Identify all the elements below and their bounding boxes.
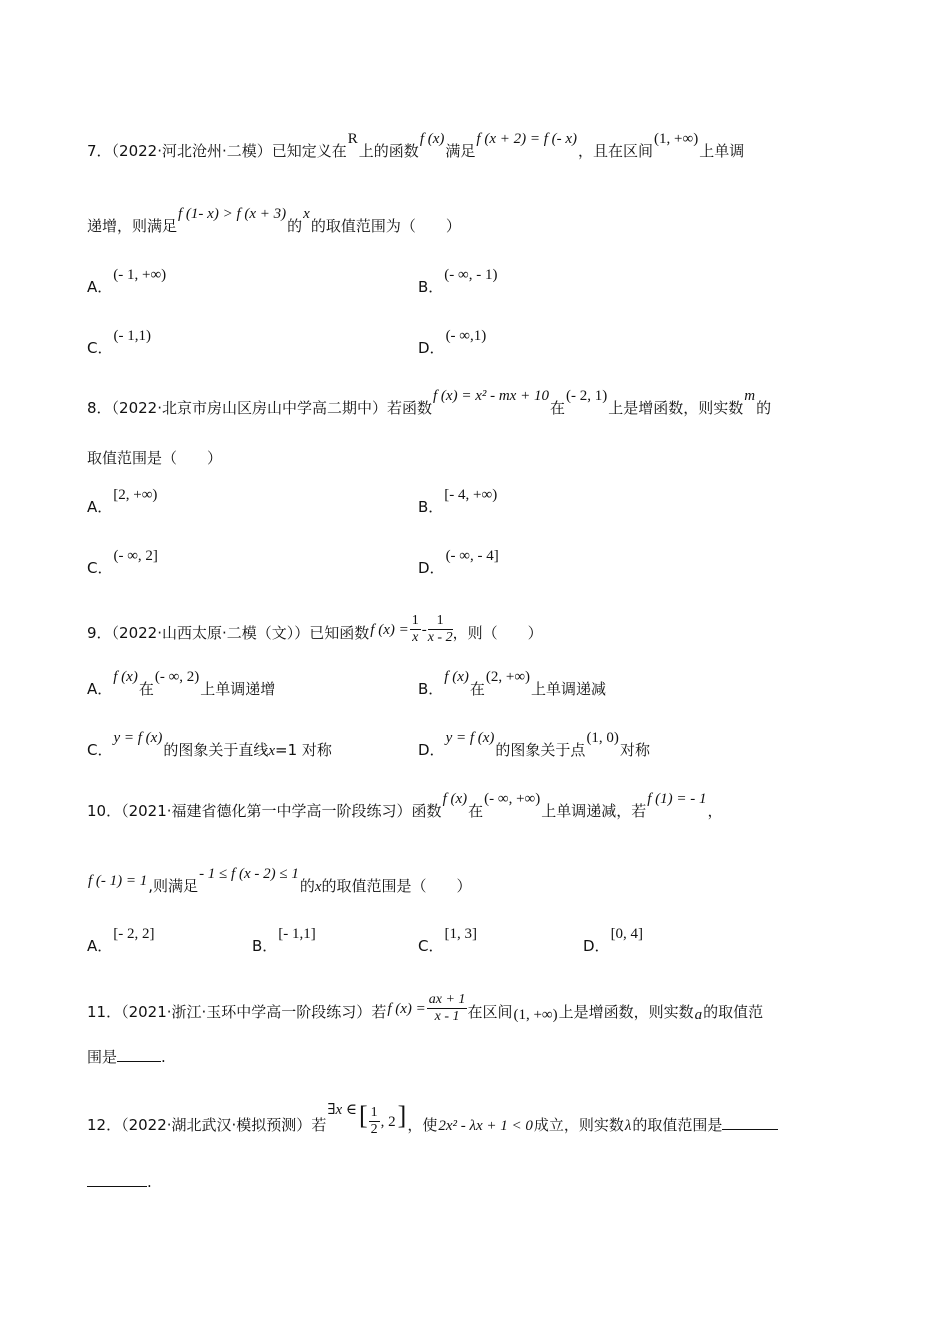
q8-line1 [87, 388, 772, 418]
fraction-numerator: 1 [370, 1105, 378, 1120]
q7-math-R: R [347, 131, 358, 147]
q8-text: 取值范围是（ [87, 449, 178, 467]
q9-fraction-2 [428, 613, 453, 646]
q10-math-fx: f (x) [442, 791, 468, 807]
fraction-denominator: x - 2 [427, 630, 453, 645]
q10-text: ,则满足 [148, 877, 199, 895]
q8-math-interval: (- 2, 1) [565, 388, 608, 404]
q10-number: 10． [87, 802, 122, 820]
q9-option-c[interactable] [87, 730, 332, 760]
q12-bracket-right: ] [397, 1101, 407, 1130]
q7-text: ） [445, 217, 461, 235]
q9-option-a[interactable] [87, 669, 276, 699]
option-label: A． [87, 278, 113, 296]
fraction-denominator: 2 [370, 1122, 378, 1137]
q12-math-inequality: 2x² - λx + 1 < 0 [438, 1118, 533, 1134]
q12-line2 [87, 1172, 152, 1191]
q11-math-function: f (x) = [387, 1001, 426, 1017]
q11-text: 的取值范 [703, 1003, 764, 1021]
fraction-denominator: x [412, 630, 419, 645]
q11-text: 在区间 [467, 1003, 513, 1021]
q10-line2 [87, 866, 472, 896]
option-math: y = f (x) [445, 730, 495, 746]
q7-option-d[interactable] [418, 328, 487, 358]
option-label: C． [87, 741, 113, 759]
option-math: [1, 3] [444, 926, 477, 942]
q7-text: 递增，则满足 [87, 217, 178, 235]
q8-option-c[interactable] [87, 548, 159, 578]
q10-option-b[interactable] [252, 926, 317, 956]
q12-answer-blank-part2[interactable] [87, 1172, 147, 1187]
q9-option-b[interactable] [418, 669, 607, 699]
q10-source: （2021·福建省德化第一中学高一阶段练习） [121, 802, 412, 820]
q10-option-c[interactable] [418, 926, 478, 956]
option-math: (2, +∞) [485, 669, 531, 685]
fraction-numerator: ax + 1 [428, 992, 466, 1007]
option-label: A． [87, 937, 113, 955]
option-text: 对称 [619, 741, 650, 759]
q7-math-equation: f (x + 2) = f (- x) [476, 131, 578, 147]
option-label: C． [87, 339, 113, 357]
option-math: [- 2, 2] [113, 926, 155, 942]
q7-option-a[interactable] [87, 267, 167, 297]
q8-math-function: f (x) = x² - mx + 10 [433, 388, 549, 404]
q9-math-function: f (x) = [370, 622, 409, 638]
q12-source: （2022·湖北武汉·模拟预测） [121, 1116, 312, 1134]
q12-fraction [369, 1105, 380, 1138]
q7-option-b[interactable] [418, 267, 498, 297]
option-label: B． [252, 937, 278, 955]
q11-answer-blank[interactable] [117, 1047, 161, 1062]
option-math: (- ∞,1) [445, 328, 487, 344]
option-label: D． [583, 937, 610, 955]
option-label: A． [87, 680, 113, 698]
q10-line1 [87, 791, 723, 821]
option-label: B． [418, 278, 444, 296]
q12-answer-blank-part1[interactable] [722, 1115, 778, 1130]
q11-text: 围是 [87, 1048, 118, 1066]
q8-text: 若函数 [387, 399, 433, 417]
q7-number: 7． [87, 142, 112, 160]
q11-text: 上是增函数，则实数 [558, 1003, 694, 1021]
q9-fraction-1 [410, 613, 421, 646]
option-label: C． [418, 937, 444, 955]
q7-text: 上的函数 [358, 142, 419, 160]
q9-source: （2022·山西太原·二模（文）） [111, 624, 310, 642]
q8-math-m: m [744, 388, 756, 404]
option-label: A． [87, 498, 113, 516]
q10-text: 函数 [411, 802, 442, 820]
q9-option-d[interactable] [418, 730, 650, 760]
option-text: 在 [469, 680, 485, 698]
q7-math-interval: (1, +∞) [654, 131, 699, 147]
q7-source: （2022·河北沧州·二模） [111, 142, 272, 160]
q12-math-exists: ∃x ∈ [327, 1102, 357, 1118]
q8-option-b[interactable] [418, 487, 498, 517]
q7-text: 的 [287, 217, 303, 235]
q7-math-fx: f (x) [419, 131, 445, 147]
q9-line1 [87, 613, 543, 650]
q12-number: 12． [87, 1116, 122, 1134]
q8-option-d[interactable] [418, 548, 500, 578]
option-math: x [268, 743, 276, 759]
option-math: y = f (x) [113, 730, 163, 746]
q8-source: （2022·北京市房山区房山中学高二期中） [111, 399, 387, 417]
q11-line2 [87, 1046, 166, 1067]
option-label: D． [418, 741, 445, 759]
option-math: (- ∞, - 4] [445, 548, 499, 564]
q10-text: 的 [299, 877, 315, 895]
q11-math-a: a [694, 1007, 703, 1023]
option-math: f (x) [113, 669, 138, 685]
q8-text: ） [207, 449, 223, 467]
q12-bracket-left: [ [358, 1101, 368, 1130]
q7-line1 [87, 131, 745, 161]
option-math: (- ∞, 2) [154, 669, 200, 685]
fraction-numerator: 1 [411, 613, 419, 628]
option-label: B． [418, 498, 444, 516]
option-math: (- 1, +∞) [113, 267, 167, 283]
q10-option-a[interactable] [87, 926, 156, 956]
option-math: [2, +∞) [113, 487, 158, 503]
q10-text: 上单调递减，若 [541, 802, 647, 820]
q12-math-interval-end: , 2 [380, 1114, 396, 1130]
q10-option-d[interactable] [583, 926, 644, 956]
fraction-numerator: 1 [428, 613, 453, 630]
option-math: (1, 0) [586, 730, 619, 746]
option-text: 的图象关于直线 [163, 741, 269, 759]
option-math: [- 1,1] [278, 926, 316, 942]
q12-math-lambda: λ [624, 1118, 632, 1134]
q10-text: ） [456, 877, 472, 895]
q11-text: 若 [371, 1003, 387, 1021]
q12-text: 成立，则实数 [533, 1116, 624, 1134]
option-text: 的图象关于点 [495, 741, 586, 759]
q11-source: （2021·浙江·玉环中学高一阶段练习） [121, 1003, 372, 1021]
option-math: (- 1,1) [113, 328, 151, 344]
q10-text: 在 [468, 802, 484, 820]
q9-text: ，则（ [452, 624, 498, 642]
q10-math-interval: (- ∞, +∞) [484, 791, 541, 807]
q8-text: 上是增函数，则实数 [608, 399, 744, 417]
q7-math-x: x [303, 206, 310, 222]
q7-option-c[interactable] [87, 328, 152, 358]
option-text: 在 [138, 680, 154, 698]
q12-text: ，使 [407, 1116, 438, 1134]
option-math: (- ∞, - 1) [444, 267, 498, 283]
q12-text: 的取值范围是 [632, 1116, 723, 1134]
option-label: C． [87, 559, 113, 577]
q11-number: 11． [87, 1003, 122, 1021]
q7-math-inequality: f (1- x) > f (x + 3) [178, 206, 287, 222]
q12-text: . [147, 1173, 152, 1191]
option-label: B． [418, 680, 444, 698]
q11-line1 [87, 992, 764, 1029]
q8-text: 的 [756, 399, 772, 417]
q11-text: . [161, 1048, 166, 1066]
q7-text: 上单调 [699, 142, 745, 160]
q8-option-a[interactable] [87, 487, 158, 517]
q8-number: 8． [87, 399, 112, 417]
option-math: [0, 4] [610, 926, 644, 942]
q7-line2 [87, 206, 461, 236]
q8-line2 [87, 447, 222, 468]
q7-text: 的取值范围为（ [310, 217, 416, 235]
option-math: [- 4, +∞) [444, 487, 498, 503]
q12-line1 [87, 1101, 778, 1142]
option-math: (- ∞, 2] [113, 548, 158, 564]
option-text: =1 对称 [275, 741, 332, 759]
q9-text: ） [527, 624, 543, 642]
q8-text: 在 [549, 399, 565, 417]
q12-text: 若 [311, 1116, 327, 1134]
q10-math-fm1: f (- 1) = 1 [88, 873, 148, 889]
option-label: D． [418, 559, 445, 577]
q10-text: ， [707, 802, 723, 820]
q9-text: 已知函数 [309, 624, 370, 642]
option-text: 上单调递增 [200, 680, 276, 698]
fraction-denominator: x - 1 [434, 1009, 460, 1024]
q9-number: 9． [87, 624, 112, 642]
q7-text: 已知定义在 [271, 142, 347, 160]
q10-math-inequality: - 1 ≤ f (x - 2) ≤ 1 [199, 866, 299, 882]
q11-fraction [427, 992, 468, 1025]
q7-text: ，且在区间 [578, 142, 654, 160]
q10-text: 的取值范围是（ [321, 877, 427, 895]
q7-text: 满足 [445, 142, 476, 160]
option-text: 上单调递减 [531, 680, 607, 698]
q9-math-minus: - [421, 622, 427, 638]
q10-math-x: x [314, 879, 322, 895]
option-math: f (x) [444, 669, 469, 685]
q11-math-interval: (1, +∞) [513, 1007, 558, 1023]
q10-math-f1: f (1) = - 1 [647, 791, 707, 807]
option-label: D． [418, 339, 445, 357]
